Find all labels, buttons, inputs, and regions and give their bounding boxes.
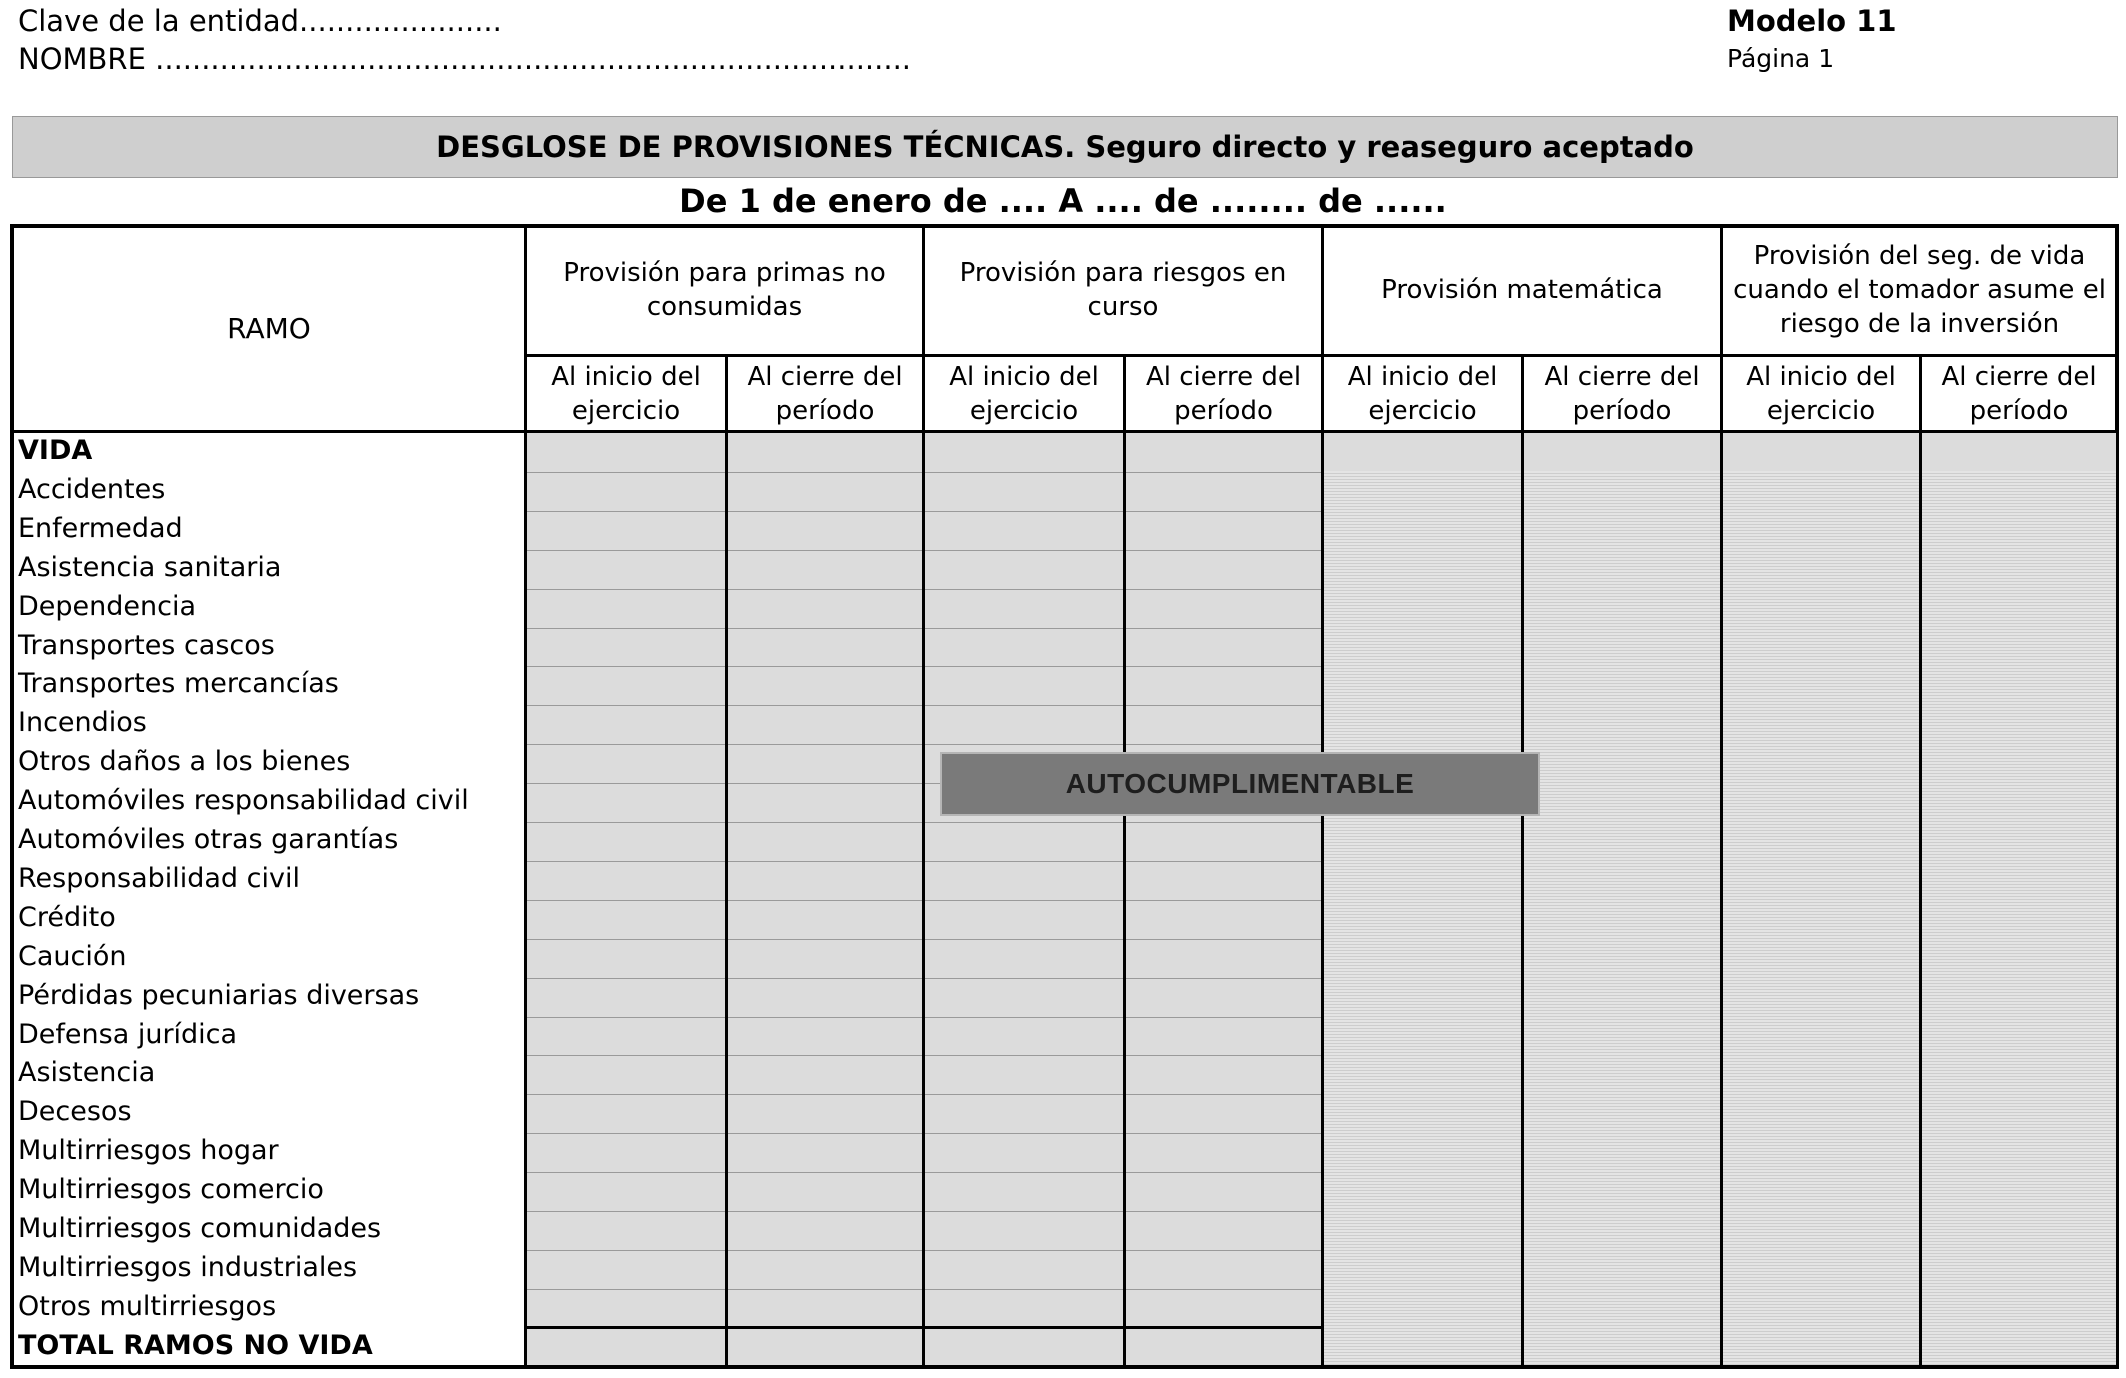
col-divider: [1919, 356, 1922, 1367]
row-label: Dependencia: [18, 590, 197, 622]
row-label: Responsabilidad civil: [18, 862, 300, 894]
autocumplimentable-stamp: AUTOCUMPLIMENTABLE: [940, 752, 1540, 816]
row-label: Asistencia: [18, 1057, 156, 1089]
row-label: Asistencia sanitaria: [18, 551, 282, 583]
col-divider: [1521, 356, 1524, 1367]
group-header-line: [524, 354, 2116, 357]
sub-cierre-header: Al cierre del período: [1145, 362, 1302, 426]
row-label: Decesos: [18, 1096, 132, 1128]
group-riesgos-header: Provisión para riesgos en curso: [959, 258, 1287, 322]
nombre-label: NOMBRE ..................................................................................: [18, 42, 912, 76]
sub-cierre-header: Al cierre del período: [747, 362, 903, 426]
row-label: Automóviles responsabilidad civil: [18, 785, 469, 817]
sub-inicio-header: Al inicio del ejercicio: [1347, 362, 1498, 426]
sub-inicio-header: Al inicio del ejercicio: [1746, 362, 1896, 426]
header-bottom-line: [14, 430, 2116, 433]
sub-inicio-header: Al inicio del ejercicio: [551, 362, 701, 426]
col-divider: [725, 356, 728, 1367]
row-label: Caución: [18, 940, 127, 972]
row-label: Incendios: [18, 707, 147, 739]
row-label: Transportes mercancías: [18, 668, 339, 700]
group-primas-header: Provisión para primas no consumidas: [563, 258, 886, 322]
row-label-total: TOTAL RAMOS NO VIDA: [18, 1329, 373, 1361]
ramo-header: RAMO: [227, 311, 311, 345]
row-label: Defensa jurídica: [18, 1018, 238, 1050]
page-number: Página 1: [1727, 44, 1835, 73]
period-line: De 1 de enero de .... A .... de ........ de ......: [679, 182, 1447, 220]
form-title-text: DESGLOSE DE PROVISIONES TÉCNICAS. Seguro directo y reaseguro aceptado: [436, 130, 1694, 164]
model-header: [1727, 2, 1897, 78]
form-title: [12, 116, 2118, 178]
row-label: Automóviles otras garantías: [18, 824, 399, 855]
clave-entidad-label: Clave de la entidad......................: [18, 4, 502, 38]
row-label: Otros multirriesgos: [18, 1290, 277, 1322]
row-label: Crédito: [18, 901, 116, 933]
sub-cierre-header: Al cierre del período: [1941, 362, 2097, 426]
row-label: Multirriesgos hogar: [18, 1135, 279, 1167]
row-label: Accidentes: [18, 473, 166, 505]
group-matematica-header: Provisión matemática: [1381, 275, 1663, 305]
col-divider: [1123, 356, 1126, 1367]
total-row-line: [524, 1326, 1324, 1329]
row-label: Multirriesgos industriales: [18, 1251, 358, 1283]
row-label: Otros daños a los bienes: [18, 746, 351, 778]
sub-cierre-header: Al cierre del período: [1544, 362, 1700, 426]
entity-header: [18, 2, 911, 78]
row-label: Multirriesgos comercio: [18, 1174, 324, 1206]
row-label: Enfermedad: [18, 512, 183, 544]
sub-inicio-header: Al inicio del ejercicio: [949, 362, 1099, 426]
group-vida-inversion-header: Provisión del seg. de vida cuando el tomador asume el riesgo de la inversión: [1733, 241, 2106, 339]
row-label: Multirriesgos comunidades: [18, 1213, 382, 1244]
row-label: Pérdidas pecuniarias diversas: [18, 979, 420, 1011]
modelo-label: Modelo 11: [1727, 4, 1897, 38]
row-label-vida: VIDA: [18, 435, 93, 466]
row-label: Transportes cascos: [18, 629, 275, 661]
